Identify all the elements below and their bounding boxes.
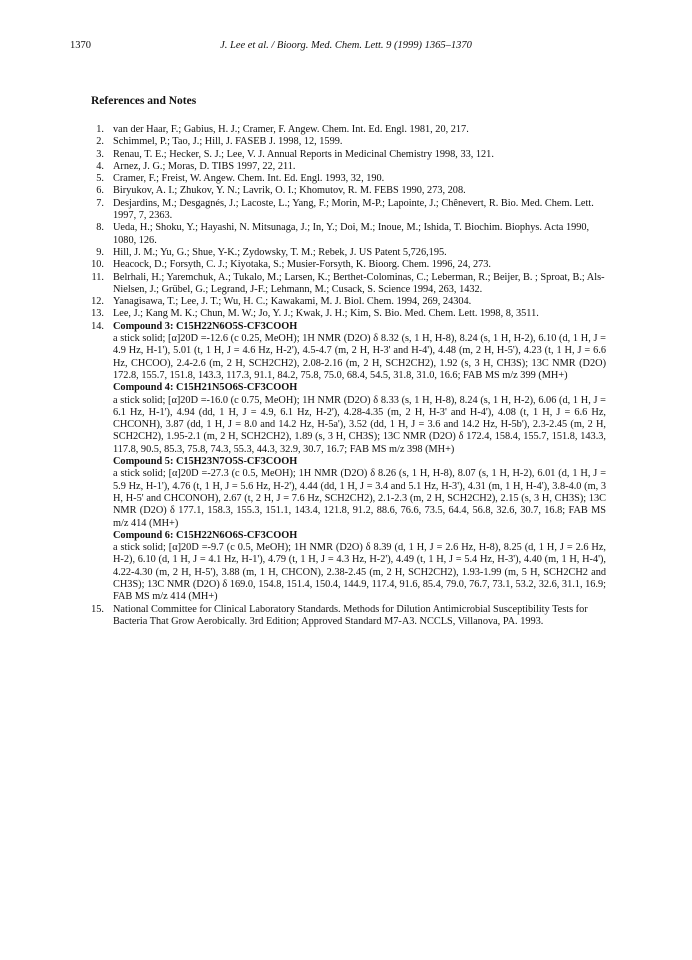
reference-number: 13. [91,308,104,320]
reference-text: Schimmel, P.; Tao, J.; Hill, J. FASEB J. 1998, 12, 1599. [113,136,343,148]
reference-item [86,222,606,247]
compound-5-data: a stick solid; [α]20D =-27.3 (c 0.5, MeOH); 1H NMR (D2O) δ 8.26 (s, 1 H, H-8), 8.07 (s, 1 H, H-2), 6.01 (d, 1 H, J = 5.9 Hz, H-1'), 4.76 (t, 1 H, J = 5.6 Hz, H-2'), 4.44 (dd, 1 H, J = 3.4 and 5.1 Hz, H-3'), 4.31 (m, 1 H, H-4'), 3.8-4.0 (m, 3 H, H-5' and CHCONOH), 2.67 (t, 2 H, J = 7.6 Hz, SCH2CH2), 2.1-2.3 (m, 2 H, SCH2CH2), 2.15 (s, 3 H, CH3S); 13C NMR (D2O) δ 177.1, 158.3, 155.3, 151.1, 143.4, 121.8, 91.2, 88.6, 76.6, 73.5, 64.4, 56.8, 32.6, 30.7, 16.8; FAB MS m/z 414 (MH+) [113,468,606,529]
reference-item [86,247,606,259]
reference-text: Renau, T. E.; Hecker, S. J.; Lee, V. J. Annual Reports in Medicinal Chemistry 1998, 33, 121. [113,148,494,160]
reference-text: Cramer, F.; Freist, W. Angew. Chem. Int. Ed. Engl. 1993, 32, 190. [113,173,385,185]
reference-item [86,259,606,271]
reference-item [86,272,606,297]
running-header [70,40,622,54]
reference-text: Yanagisawa, T.; Lee, J. T.; Wu, H. C.; Kawakami, M. J. Biol. Chem. 1994, 269, 24304. [113,296,472,308]
reference-item [86,173,606,185]
reference-number: 6. [96,185,104,197]
reference-number: 5. [96,173,104,185]
reference-item-compound-data [86,321,606,604]
reference-number: 4. [96,160,104,172]
compound-4-title: Compound 4: C15H21N5O6S-CF3COOH [113,382,298,394]
reference-item [86,149,606,161]
reference-number: 15. [91,603,104,615]
reference-item [86,604,606,629]
reference-list [86,124,606,628]
compound-5-title: Compound 5: C15H23N7O5S-CF3COOH [113,456,298,468]
reference-item [86,161,606,173]
reference-number: 14. [91,320,104,332]
reference-item [86,124,606,136]
reference-number: 2. [96,136,104,148]
compound-6-title: Compound 6: C15H22N6O6S-CF3COOH [113,529,298,541]
page-number: 1370 [70,40,91,51]
reference-number: 10. [91,259,104,271]
reference-number: 7. [96,197,104,209]
reference-number: 8. [96,222,104,234]
journal-citation: J. Lee et al. / Bioorg. Med. Chem. Lett. 9 (1999) 1365–1370 [220,40,472,51]
reference-text: Lee, J.; Kang M. K.; Chun, M. W.; Jo, Y. J.; Kwak, J. H.; Kim, S. Bio. Med. Chem. Lett. 1998, 8, 3511. [113,308,539,320]
reference-number: 12. [91,296,104,308]
reference-text: Biryukov, A. I.; Zhukov, Y. N.; Lavrik, O. I.; Khomutov, R. M. FEBS 1990, 273, 208. [113,185,466,197]
reference-text: van der Haar, F.; Gabius, H. J.; Cramer, F. Angew. Chem. Int. Ed. Engl. 1981, 20, 217. [113,124,469,135]
reference-text: Belrhali, H.; Yaremchuk, A.; Tukalo, M.; Larsen, K.; Berthet-Colominas, C.; Leberman, R.; Beijer, B. ; Sproat, B.; Als-Nielsen, J.; Grübel, G.; Legrand, J-F.; Lehmann, M.; Cusack, S. Science 1994, 263, 1432. [113,271,605,295]
reference-number: 9. [96,246,104,258]
reference-item [86,296,606,308]
reference-text: National Committee for Clinical Laboratory Standards. Methods for Dilution Antimicrobial Susceptibility Tests for Bacteria That Grow Aerobically. 3rd Edition; Approved Standard M7-A3. NCCLS, Villanova, PA. 1993. [113,603,588,627]
reference-item [86,198,606,223]
compound-3-data: a stick solid; [α]20D =-12.6 (c 0.25, MeOH); 1H NMR (D2O) δ 8.32 (s, 1 H, H-8), 8.24 (s, 1 H, H-2), 6.10 (d, 1 H, J = 4.9 Hz, H-1'), 5.01 (t, 1 H, J = 4.6 Hz, H-2'), 4.5-4.7 (m, 2 H, H-3' and H-4'), 4.48 (m, 2 H, H-5'), 4.23 (t, 1 H, J = 6.6 Hz, CHCOO), 2.4-2.6 (m, 2 H, SCH2CH2), 2.08-2.16 (m, 2 H, SCH2CH2), 1.92 (s, 3 H, CH3S); 13C NMR (D2O) 172.8, 155.7, 151.8, 143.3, 117.3, 91.1, 84.2, 75.8, 75.0, 68.4, 54.5, 31.8, 31.0, 16.6; FAB MS m/z 399 (MH+) [113,333,606,381]
reference-text: Heacock, D.; Forsyth, C. J.; Kiyotaka, S.; Musier-Forsyth, K. Bioorg. Chem. 1996, 24, 273. [113,259,491,271]
compound-6-data: a stick solid; [α]20D =-9.7 (c 0.5, MeOH); 1H NMR (D2O) δ 8.39 (d, 1 H, J = 2.6 Hz, H-8), 8.25 (d, 1 H, J = 2.6 Hz, H-2), 6.10 (d, 1 H, J = 4.1 Hz, H-1'), 4.79 (t, 1 H, J = 4.3 Hz, H-2'), 4.49 (t, 1 H, J = 5.4 Hz, H-3'), 4.40 (m, 1 H, H-4'), 4.22-4.30 (m, 2 H, H-5'), 3.88 (m, 1 H, CHCON), 2.38-2.45 (m, 2 H, SCH2CH2), 1.93-1.99 (m, 5 H, SCH2CH2 and CH3S); 13C NMR (D2O) δ 169.0, 154.8, 151.4, 150.4, 144.9, 117.4, 91.6, 85.4, 79.0, 76.7, 73.1, 53.2, 32.6, 31.1, 16.9; FAB MS m/z 414 (MH+) [113,542,606,603]
reference-item [86,185,606,197]
reference-item [86,136,606,148]
reference-text: Ueda, H.; Shoku, Y.; Hayashi, N. Mitsunaga, J.; In, Y.; Doi, M.; Inoue, M.; Ishida, T. Biochim. Biophys. Acta 1990, 1080, 126. [113,222,590,246]
section-title: References and Notes [91,95,197,107]
compound-4-data: a stick solid; [α]20D =-16.0 (c 0.75, MeOH); 1H NMR (D2O) δ 8.33 (s, 1 H, H-8), 8.24 (s, 1 H, H-2), 6.06 (d, 1 H, J = 6.1 Hz, H-1'), 4.94 (dd, 1 H, J = 4.9, 6.1 Hz, H-2'), 4.28-4.35 (m, 2 H, H-3' and H-4'), 4.08 (t, 1 H, J = 6.6 Hz, CHCONH), 3.87 (dd, 1 H, J = 8.0 and 14.2 Hz, H-5a'), 3.52 (dd, 1 H, J = 3.6 and 14.2 Hz, H-5b'), 2.3-2.45 (m, 2 H, SCH2CH2), 1.95-2.1 (m, 2 H, SCH2CH2), 1.89 (s, 3 H, CH3S); 13C NMR (D2O) δ 172.4, 158.4, 155.7, 151.8, 143.3, 117.8, 90.5, 85.3, 75.8, 74.3, 55.3, 44.3, 32.9, 30.7, 16.7; FAB MS m/z 398 (MH+) [113,394,606,455]
reference-text: Desjardins, M.; Desgagnés, J.; Lacoste, L.; Yang, F.; Morin, M-P.; Lapointe, J.; Chênevert, R. Bio. Med. Chem. Lett. 1997, 7, 2363. [113,197,594,222]
reference-number: 3. [96,148,104,160]
compound-3-title: Compound 3: C15H22N6O5S-CF3COOH [113,320,298,332]
reference-text: Hill, J. M.; Yu, G.; Shue, Y-K.; Zydowsky, T. M.; Rebek, J. US Patent 5,726,195. [113,246,447,258]
reference-item [86,308,606,320]
reference-text: Arnez, J. G.; Moras, D. TIBS 1997, 22, 211. [113,160,296,172]
reference-number: 1. [96,124,104,135]
reference-number: 11. [91,271,104,283]
